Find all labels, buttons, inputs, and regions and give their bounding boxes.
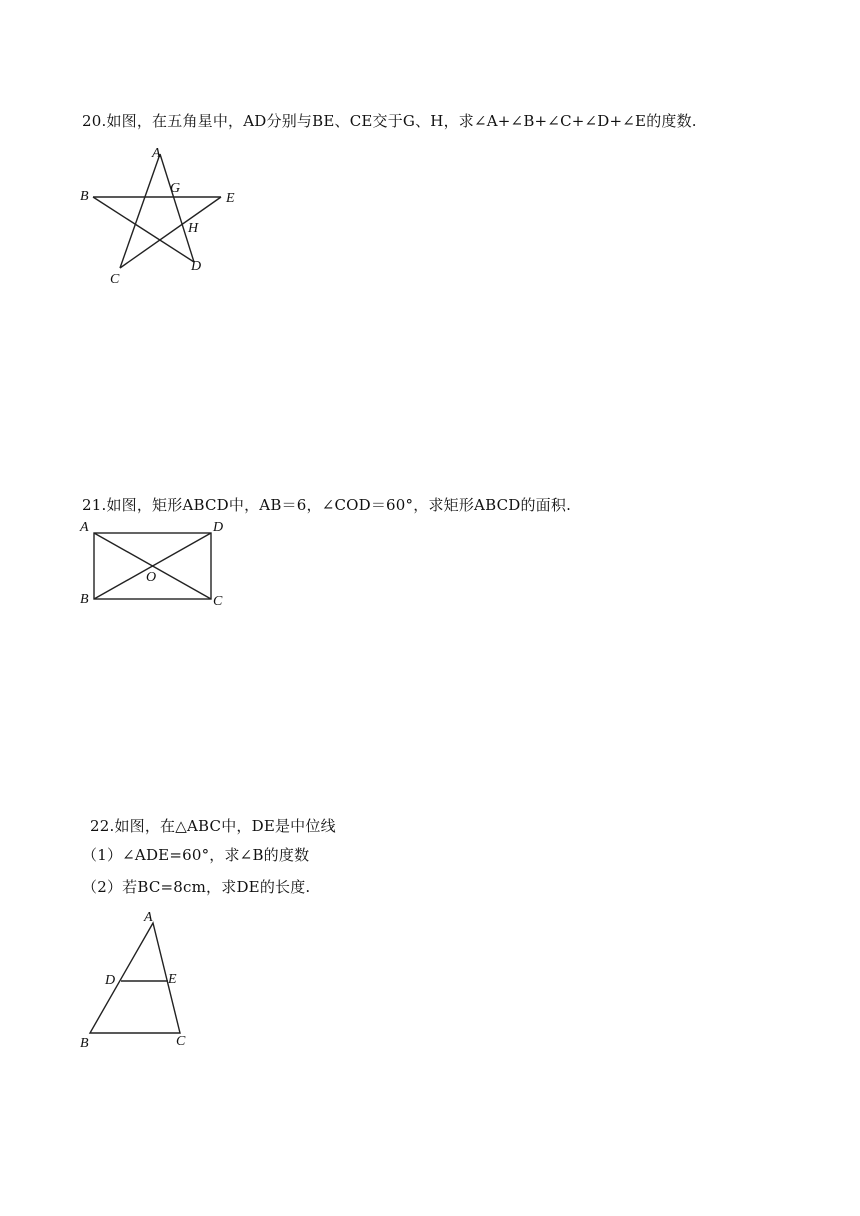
problem-20-text: 20.如图，在五角星中，AD分别与BE、CE交于G、H，求∠A+∠B+∠C+∠D+∠E的度数. bbox=[82, 112, 697, 130]
label-B: B bbox=[80, 189, 89, 204]
label-G: G bbox=[170, 181, 181, 196]
label-B: B bbox=[80, 1036, 89, 1051]
label-E: E bbox=[226, 191, 235, 206]
label-A: A bbox=[144, 910, 153, 925]
segment-AD bbox=[160, 154, 194, 262]
label-D: D bbox=[191, 259, 202, 274]
label-E: E bbox=[168, 972, 177, 987]
label-C: C bbox=[110, 272, 120, 287]
label-O: O bbox=[146, 570, 157, 585]
label-C: C bbox=[176, 1034, 186, 1049]
segment-AC bbox=[120, 154, 160, 268]
problem-22-text: 22.如图，在△ABC中，DE是中位线 bbox=[90, 817, 336, 835]
triangle-ABC bbox=[90, 923, 180, 1033]
pentagram-figure bbox=[76, 140, 246, 290]
label-H: H bbox=[188, 221, 199, 236]
problem-22-sub2: （2）若BC=8cm，求DE的长度. bbox=[82, 878, 311, 896]
triangle-figure bbox=[76, 906, 206, 1051]
label-D: D bbox=[213, 520, 224, 535]
rectangle-figure bbox=[76, 516, 236, 611]
label-A: A bbox=[152, 146, 161, 161]
label-D: D bbox=[105, 973, 116, 988]
problem-21-text: 21.如图，矩形ABCD中，AB＝6，∠COD＝60°，求矩形ABCD的面积. bbox=[82, 496, 572, 514]
label-C: C bbox=[213, 594, 223, 609]
label-B: B bbox=[80, 592, 89, 607]
label-A: A bbox=[80, 520, 89, 535]
problem-22-sub1: （1）∠ADE=60°，求∠B的度数 bbox=[82, 846, 310, 864]
segment-CE bbox=[120, 197, 221, 268]
